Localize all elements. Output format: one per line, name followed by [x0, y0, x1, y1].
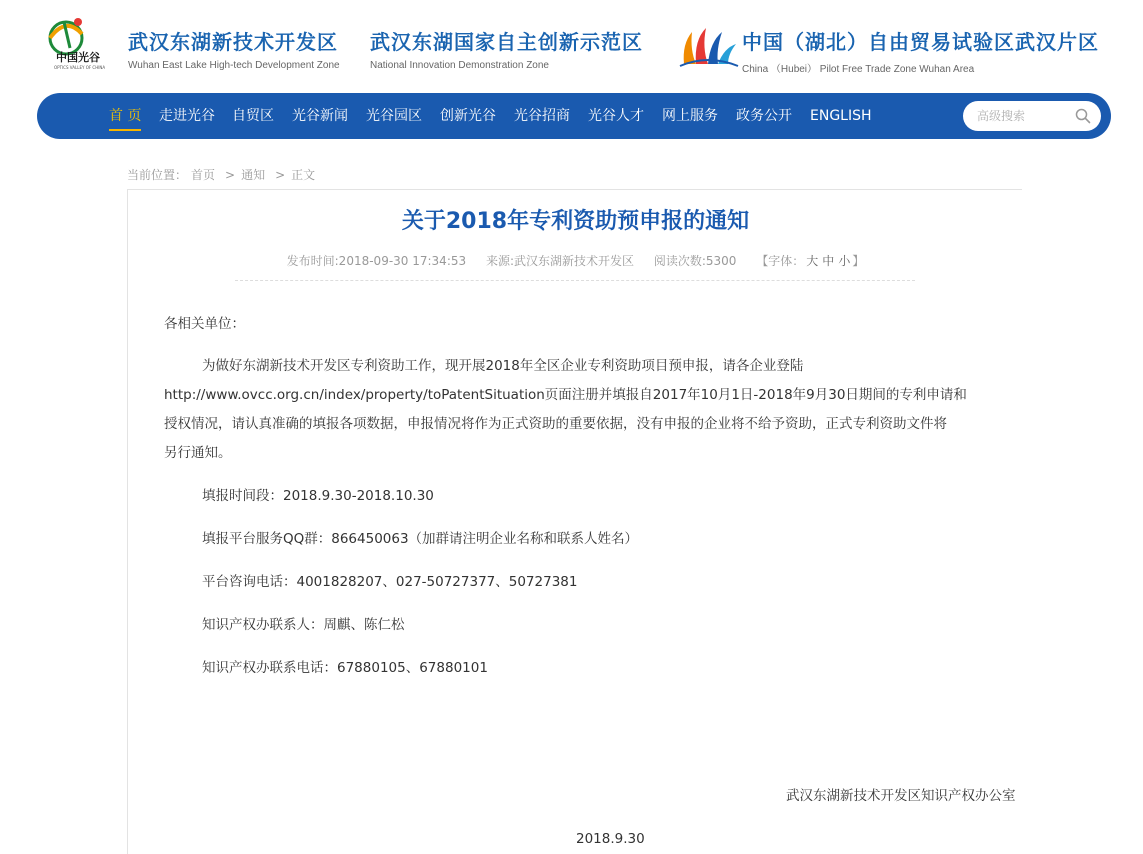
- article-title: 关于2018年专利资助预申报的通知: [401, 209, 750, 234]
- nav-item-free-trade[interactable]: 自贸区: [232, 108, 274, 124]
- breadcrumb-current: 正文: [291, 168, 316, 182]
- font-size-medium[interactable]: 中: [822, 254, 835, 268]
- meta-divider: [235, 280, 915, 281]
- contacts-text: 知识产权办联系人：周麒、陈仁松: [202, 617, 405, 633]
- brand-east-lake-en: Wuhan East Lake High-tech Development Zone: [128, 60, 340, 71]
- breadcrumb: [127, 166, 319, 183]
- article-container: [127, 189, 1022, 854]
- font-size-control: [756, 254, 864, 268]
- search-box: [963, 101, 1101, 131]
- article-source: 来源:武汉东湖新技术开发区: [485, 254, 635, 268]
- breadcrumb-home[interactable]: 首页: [191, 168, 216, 182]
- font-size-close: 】: [852, 254, 865, 268]
- font-size-open: 【字体：: [756, 254, 805, 268]
- nav-item-about[interactable]: 走进光谷: [159, 108, 215, 124]
- brand-innovation-zone: [370, 26, 643, 71]
- nav-item-government[interactable]: 政务公开: [736, 108, 792, 124]
- brand-innovation-zone-en: National Innovation Demonstration Zone: [370, 60, 549, 71]
- phone-text: 平台咨询电话：4001828207、027-50727377、50727381: [202, 574, 578, 590]
- brand-free-trade-zone-cn: 中国（湖北）自由贸易试验区武汉片区: [742, 30, 1099, 54]
- optics-valley-logo-icon[interactable]: [34, 12, 124, 72]
- qq-group-text: 填报平台服务QQ群：866450063（加群请注明企业名称和联系人姓名）: [202, 531, 639, 547]
- breadcrumb-separator: >: [275, 168, 286, 182]
- salutation: 各相关单位：: [164, 316, 245, 332]
- nav-item-home[interactable]: 首 页: [109, 93, 141, 139]
- nav-item-innovation[interactable]: 创新光谷: [440, 108, 496, 124]
- brand-free-trade-zone: [742, 26, 1099, 75]
- nav-item-parks[interactable]: 光谷园区: [366, 108, 422, 124]
- breadcrumb-separator: >: [225, 168, 236, 182]
- issue-date: 2018.9.30: [576, 831, 645, 847]
- view-count: 阅读次数:5300: [653, 254, 737, 268]
- nav-item-online-service[interactable]: 网上服务: [662, 108, 718, 124]
- brand-free-trade-zone-en: China （Hubei） Pilot Free Trade Zone Wuhan Area: [742, 64, 975, 75]
- publish-time: 发布时间:2018-09-30 17:34:53: [286, 254, 467, 268]
- brand-innovation-zone-cn: 武汉东湖国家自主创新示范区: [370, 30, 643, 54]
- period-text: 填报时间段：2018.9.30-2018.10.30: [202, 488, 434, 504]
- article-meta: [128, 252, 1023, 269]
- logo-text: 中国光谷: [56, 51, 100, 64]
- signature: 武汉东湖新技术开发区知识产权办公室: [786, 788, 1016, 804]
- breadcrumb-section[interactable]: 通知: [241, 168, 266, 182]
- nav-item-talent[interactable]: 光谷人才: [588, 108, 644, 124]
- breadcrumb-prefix: 当前位置：: [127, 168, 188, 182]
- font-size-large[interactable]: 大: [806, 254, 819, 268]
- site-header: [0, 0, 1143, 92]
- paragraph-line: 为做好东湖新技术开发区专利资助工作，现开展2018年全区企业专利资助项目预申报，请各企业登陆: [202, 358, 804, 374]
- search-input[interactable]: [977, 106, 1073, 126]
- logo-sub-text: OPTICS VALLEY OF CHINA: [54, 65, 106, 70]
- paragraph-line: 另行通知。: [164, 445, 232, 461]
- font-size-small[interactable]: 小: [838, 254, 851, 268]
- paragraph-line: 授权情况，请认真准确的填报各项数据，申报情况将作为正式资助的重要依据，没有申报的企业将不给予资助，正式专利资助文件将: [164, 416, 947, 432]
- brand-east-lake: [128, 26, 340, 71]
- brand-east-lake-cn: 武汉东湖新技术开发区: [128, 30, 338, 54]
- nav-item-news[interactable]: 光谷新闻: [292, 108, 348, 124]
- paragraph-line: http://www.ovcc.org.cn/index/property/toPatentSituation页面注册并填报自2017年10月1日-2018年9月30日期间的专利申请和: [164, 387, 967, 403]
- main-nav: [37, 93, 1111, 139]
- contact-phone-text: 知识产权办联系电话：67880105、67880101: [202, 660, 488, 676]
- nav-item-english[interactable]: ENGLISH: [810, 108, 872, 124]
- nav-item-investment[interactable]: 光谷招商: [514, 108, 570, 124]
- free-trade-zone-logo-icon: [678, 24, 740, 70]
- search-icon[interactable]: [1075, 108, 1091, 124]
